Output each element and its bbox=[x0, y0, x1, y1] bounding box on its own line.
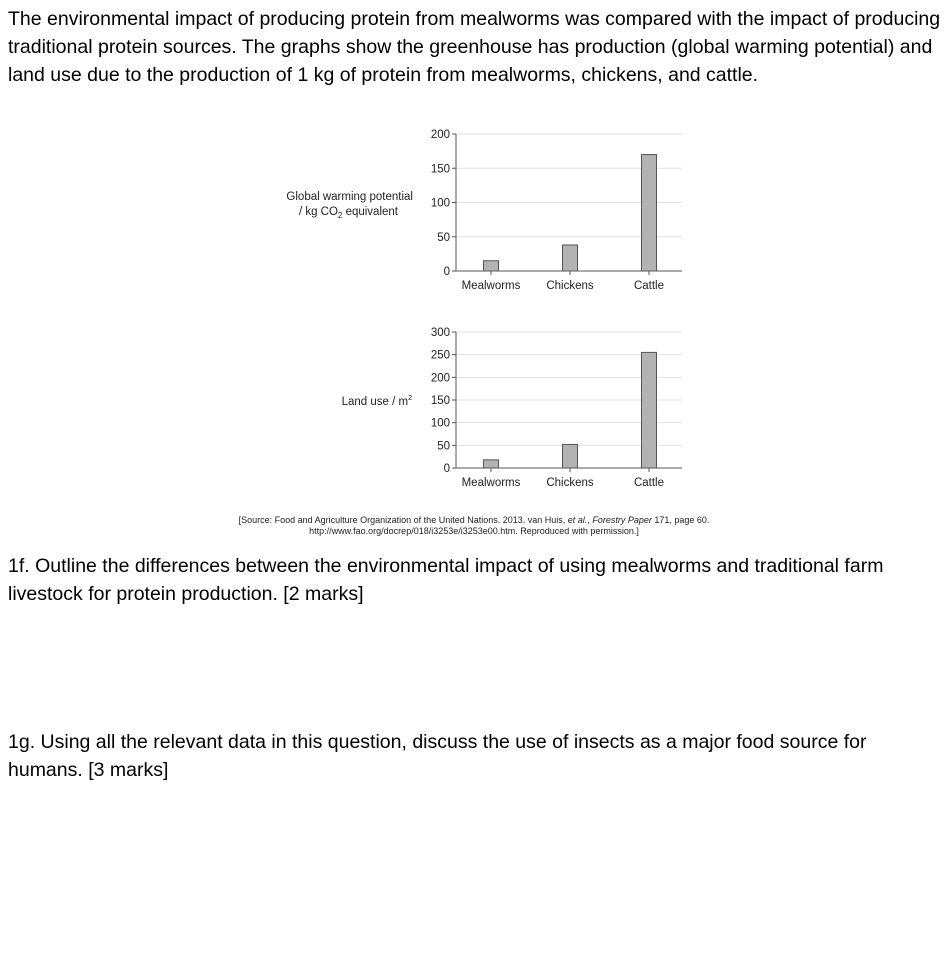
y-tick-label: 100 bbox=[430, 197, 450, 210]
bar-mealworms bbox=[484, 261, 499, 271]
y-tick-label: 50 bbox=[437, 440, 450, 453]
y-tick-label: 0 bbox=[443, 463, 450, 475]
x-tick-label: Chickens bbox=[546, 280, 594, 292]
y-axis-label-unit: / kg $CO_2$ equivalent bbox=[298, 206, 398, 220]
y-tick-label: 300 bbox=[430, 327, 450, 339]
y-tick-label: 250 bbox=[430, 349, 450, 362]
bar-mealworms bbox=[484, 460, 499, 468]
y-tick-label: 50 bbox=[437, 231, 450, 244]
bar-cattle bbox=[642, 352, 657, 468]
x-tick-label: Cattle bbox=[633, 477, 665, 489]
y-axis-label: Global warming potential bbox=[286, 191, 413, 203]
y-tick-label: 200 bbox=[430, 129, 450, 141]
x-tick-label: Cattle bbox=[633, 280, 665, 292]
intro-text: The environmental impact of producing protein from mealworms was compared with the impact of producing traditional protein sources. The graphs show the greenhouse has production (global warming potential) and land use due to the production of 1 kg of protein from mealworms, chickens, and cattle. bbox=[8, 8, 941, 86]
y-axis-label: Land use / $m^2$ bbox=[341, 395, 412, 408]
y-tick-label: 100 bbox=[430, 417, 450, 430]
y-tick-label: 150 bbox=[430, 163, 450, 176]
bar-chickens bbox=[563, 444, 578, 468]
y-tick-label: 200 bbox=[430, 372, 450, 385]
x-tick-label: Mealworms bbox=[461, 280, 521, 292]
land-use-chart bbox=[0, 310, 948, 500]
global-warming-chart bbox=[0, 0, 948, 310]
source-citation: [Source: Food and Agriculture Organization of the United Nations. 2013. van Huis, et al., Forestry Paper 171, page 60. bbox=[238, 515, 710, 525]
question-1f: 1f. Outline the differences between the environmental impact of using mealworms and traditional farm livestock for protein production. [2 marks] bbox=[8, 555, 884, 605]
bar-cattle bbox=[642, 155, 657, 271]
bar-chickens bbox=[563, 245, 578, 271]
question-1g: 1g. Using all the relevant data in this question, discuss the use of insects as a major food source for humans. [3 marks] bbox=[8, 731, 867, 781]
x-tick-label: Mealworms bbox=[461, 477, 521, 489]
source-url: http://www.fao.org/docrep/018/i3253e/i3253e00.htm. Reproduced with permission.] bbox=[309, 526, 639, 536]
y-tick-label: 0 bbox=[443, 266, 450, 278]
y-tick-label: 150 bbox=[430, 395, 450, 407]
x-tick-label: Chickens bbox=[546, 477, 594, 489]
